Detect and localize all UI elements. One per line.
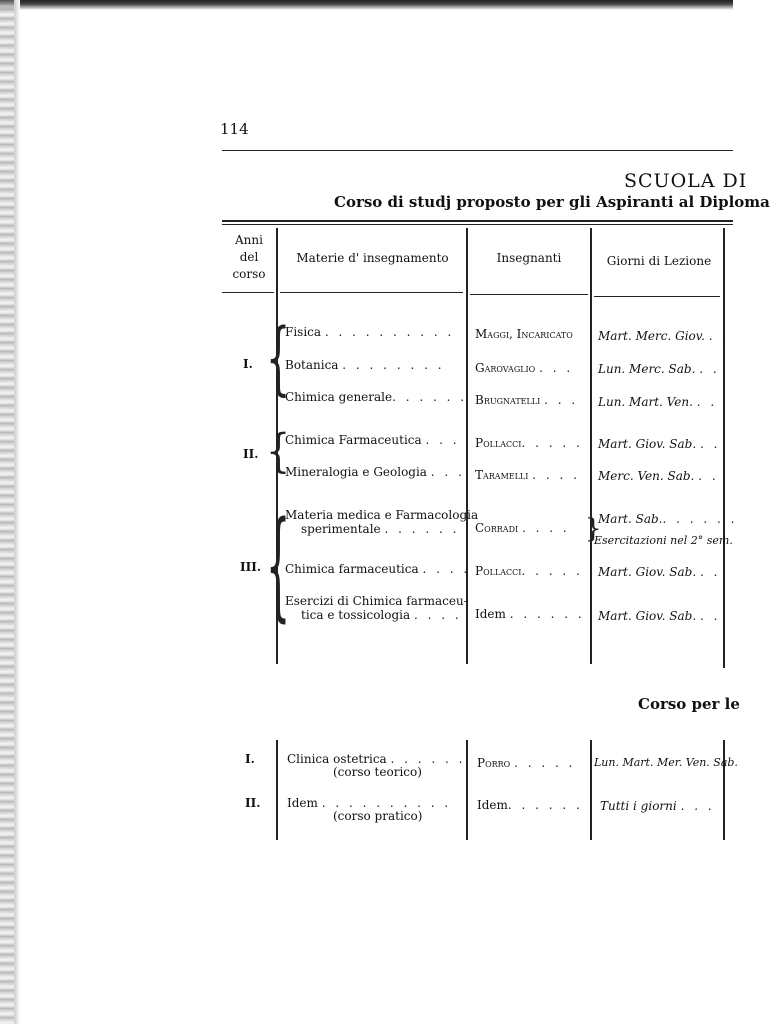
scan-edge-top bbox=[0, 0, 733, 10]
column-divider bbox=[276, 740, 278, 840]
table-row-giorni: Mart. Sab.. . . . . . bbox=[598, 512, 738, 526]
page-subtitle: Corso di studj proposto per gli Aspiranti al Diploma bbox=[334, 193, 770, 211]
table-row-materia: Botanica . . . . . . . . bbox=[285, 358, 445, 372]
school-title: SCUOLA DI bbox=[624, 170, 748, 192]
table-row-giorni: Mart. Giov. Sab. . . bbox=[598, 565, 721, 579]
table-row-giorni: Lun. Merc. Sab. . . bbox=[598, 362, 720, 376]
table-row-giorni: Merc. Ven. Sab. . . bbox=[598, 469, 719, 483]
page-number: 114 bbox=[220, 120, 249, 138]
scan-edge-shadow bbox=[14, 0, 20, 1024]
table-row-insegnante: Maggi, Incaricato bbox=[475, 327, 573, 341]
header-materie: Materie d' insegnamento bbox=[296, 251, 449, 265]
table2-row-materia: Clinica ostetrica . . . . . . bbox=[287, 752, 466, 766]
table2-row-insegnante: Porro . . . . . bbox=[477, 756, 576, 770]
header-insegnanti: Insegnanti bbox=[496, 251, 562, 265]
year-label: II. bbox=[243, 447, 259, 461]
year-label: III. bbox=[240, 560, 262, 574]
brace-icon: { bbox=[266, 424, 291, 478]
header-bottom-rule bbox=[594, 296, 720, 297]
section2-title: Corso per le bbox=[638, 695, 740, 713]
table-row-insegnante: Idem . . . . . . bbox=[475, 607, 585, 621]
table-row-giorni: Mart. Giov. Sab. . . bbox=[598, 437, 721, 451]
table-top-rule bbox=[222, 220, 733, 222]
header-giorni: Giorni di Lezione bbox=[606, 254, 712, 268]
table-row-materia: Mineralogia e Geologia . . . bbox=[285, 465, 465, 479]
year-label: II. bbox=[245, 796, 261, 810]
table2-row-materia: Idem . . . . . . . . . . bbox=[287, 796, 452, 810]
column-divider bbox=[590, 228, 592, 664]
column-divider bbox=[590, 740, 592, 840]
brace-icon: { bbox=[266, 311, 291, 405]
table-row-materia: Fisica . . . . . . . . . . bbox=[285, 325, 455, 339]
brace-icon: { bbox=[266, 496, 291, 634]
table2-row-giorni: Lun. Mart. Mer. Ven. Sab. bbox=[594, 756, 738, 769]
table2-row-giorni: Tutti i giorni . . . bbox=[600, 799, 715, 813]
table-row-insegnante: Pollacci. . . . . bbox=[475, 436, 583, 450]
column-divider bbox=[466, 740, 468, 840]
column-divider bbox=[723, 228, 725, 668]
header-bottom-rule bbox=[280, 292, 463, 293]
table-row-materia: Materia medica e Farmacologia sperimentale . . . . . . bbox=[285, 508, 479, 536]
table-row-insegnante: Corradi . . . . bbox=[475, 521, 570, 535]
header-bottom-rule bbox=[470, 294, 588, 295]
table-row-giorni: Mart. Merc. Giov. . . bbox=[598, 329, 730, 343]
table-row-insegnante: Taramelli . . . . bbox=[475, 468, 580, 482]
brace-icon: } bbox=[585, 514, 602, 544]
year-label: I. bbox=[245, 752, 255, 766]
table-row-insegnante: Pollacci. . . . . bbox=[475, 564, 583, 578]
table-row-insegnante: Garovaglio . . . bbox=[475, 361, 574, 375]
header-bottom-rule bbox=[222, 292, 274, 293]
table-row-materia: Chimica generale. . . . . . bbox=[285, 390, 468, 404]
table-row-materia: Chimica Farmaceutica . . . bbox=[285, 433, 460, 447]
table2-row-note: (corso pratico) bbox=[333, 809, 423, 823]
year-label: I. bbox=[243, 357, 253, 371]
table-top-rule-thin bbox=[222, 224, 733, 225]
header-anni: Anni del corso bbox=[232, 233, 266, 281]
table-row-giorni: Mart. Giov. Sab. . . bbox=[598, 609, 721, 623]
table2-row-insegnante: Idem. . . . . . bbox=[477, 798, 583, 812]
table2-row-note: (corso teorico) bbox=[333, 765, 422, 779]
table-row-giorni-note: Esercitazioni nel 2° sem. bbox=[594, 534, 733, 547]
table-row-materia: Chimica farmaceutica . . . . bbox=[285, 562, 471, 576]
table-row-materia: Esercizi di Chimica farmaceu- tica e tossicologia . . . . bbox=[285, 594, 468, 622]
table-row-insegnante: Brugnatelli . . . bbox=[475, 393, 579, 407]
column-divider bbox=[723, 740, 725, 840]
header-rule bbox=[222, 150, 733, 151]
scan-edge-left bbox=[0, 0, 14, 1024]
table-row-giorni: Lun. Mart. Ven. . . bbox=[598, 395, 718, 409]
